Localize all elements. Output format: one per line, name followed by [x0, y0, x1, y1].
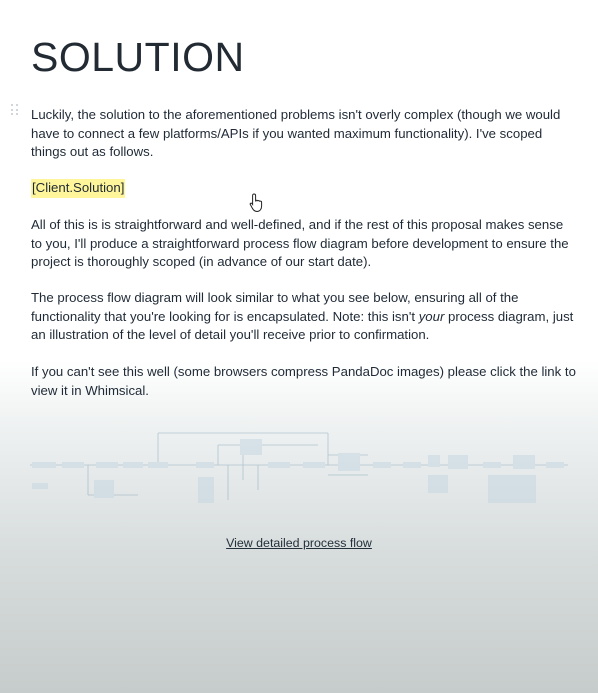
drag-handle-icon[interactable]	[11, 104, 19, 116]
client-solution-variable[interactable]: [Client.Solution]	[31, 179, 125, 198]
view-process-flow-link[interactable]: View detailed process flow	[226, 536, 372, 550]
process-flow-diagram	[28, 425, 573, 525]
diagram-text-after: process diagram, just an illustration of the level of detail you'll receive prior to confirmation.	[31, 308, 574, 343]
section-heading: SOLUTION	[31, 34, 245, 80]
diagram-text-before: The process flow diagram will look similar to what you see below, ensuring all of the functionality that you're looking for is encapsulated. Note: this isn't	[31, 290, 519, 324]
whimsical-paragraph: If you can't see this well (some browsers compress PandaDoc images) please click the link to view it in Whimsical.	[31, 364, 576, 398]
intro-paragraph: Luckily, the solution to the aforementioned problems isn't overly complex (though we would have to connect a few platforms/APIs if you wanted maximum functionality). I've scoped things out as follows.	[31, 107, 561, 160]
diagram-text-emphasis: your	[418, 308, 445, 324]
scope-paragraph: All of this is is straightforward and well-defined, and if the rest of this proposal makes sense to you, I'll produce a straightforward process flow diagram before development to ensure the project is thoroughly scoped (in advance of our start date).	[31, 217, 569, 270]
hand-pointer-icon	[249, 193, 265, 213]
diagram-paragraph	[31, 289, 576, 345]
